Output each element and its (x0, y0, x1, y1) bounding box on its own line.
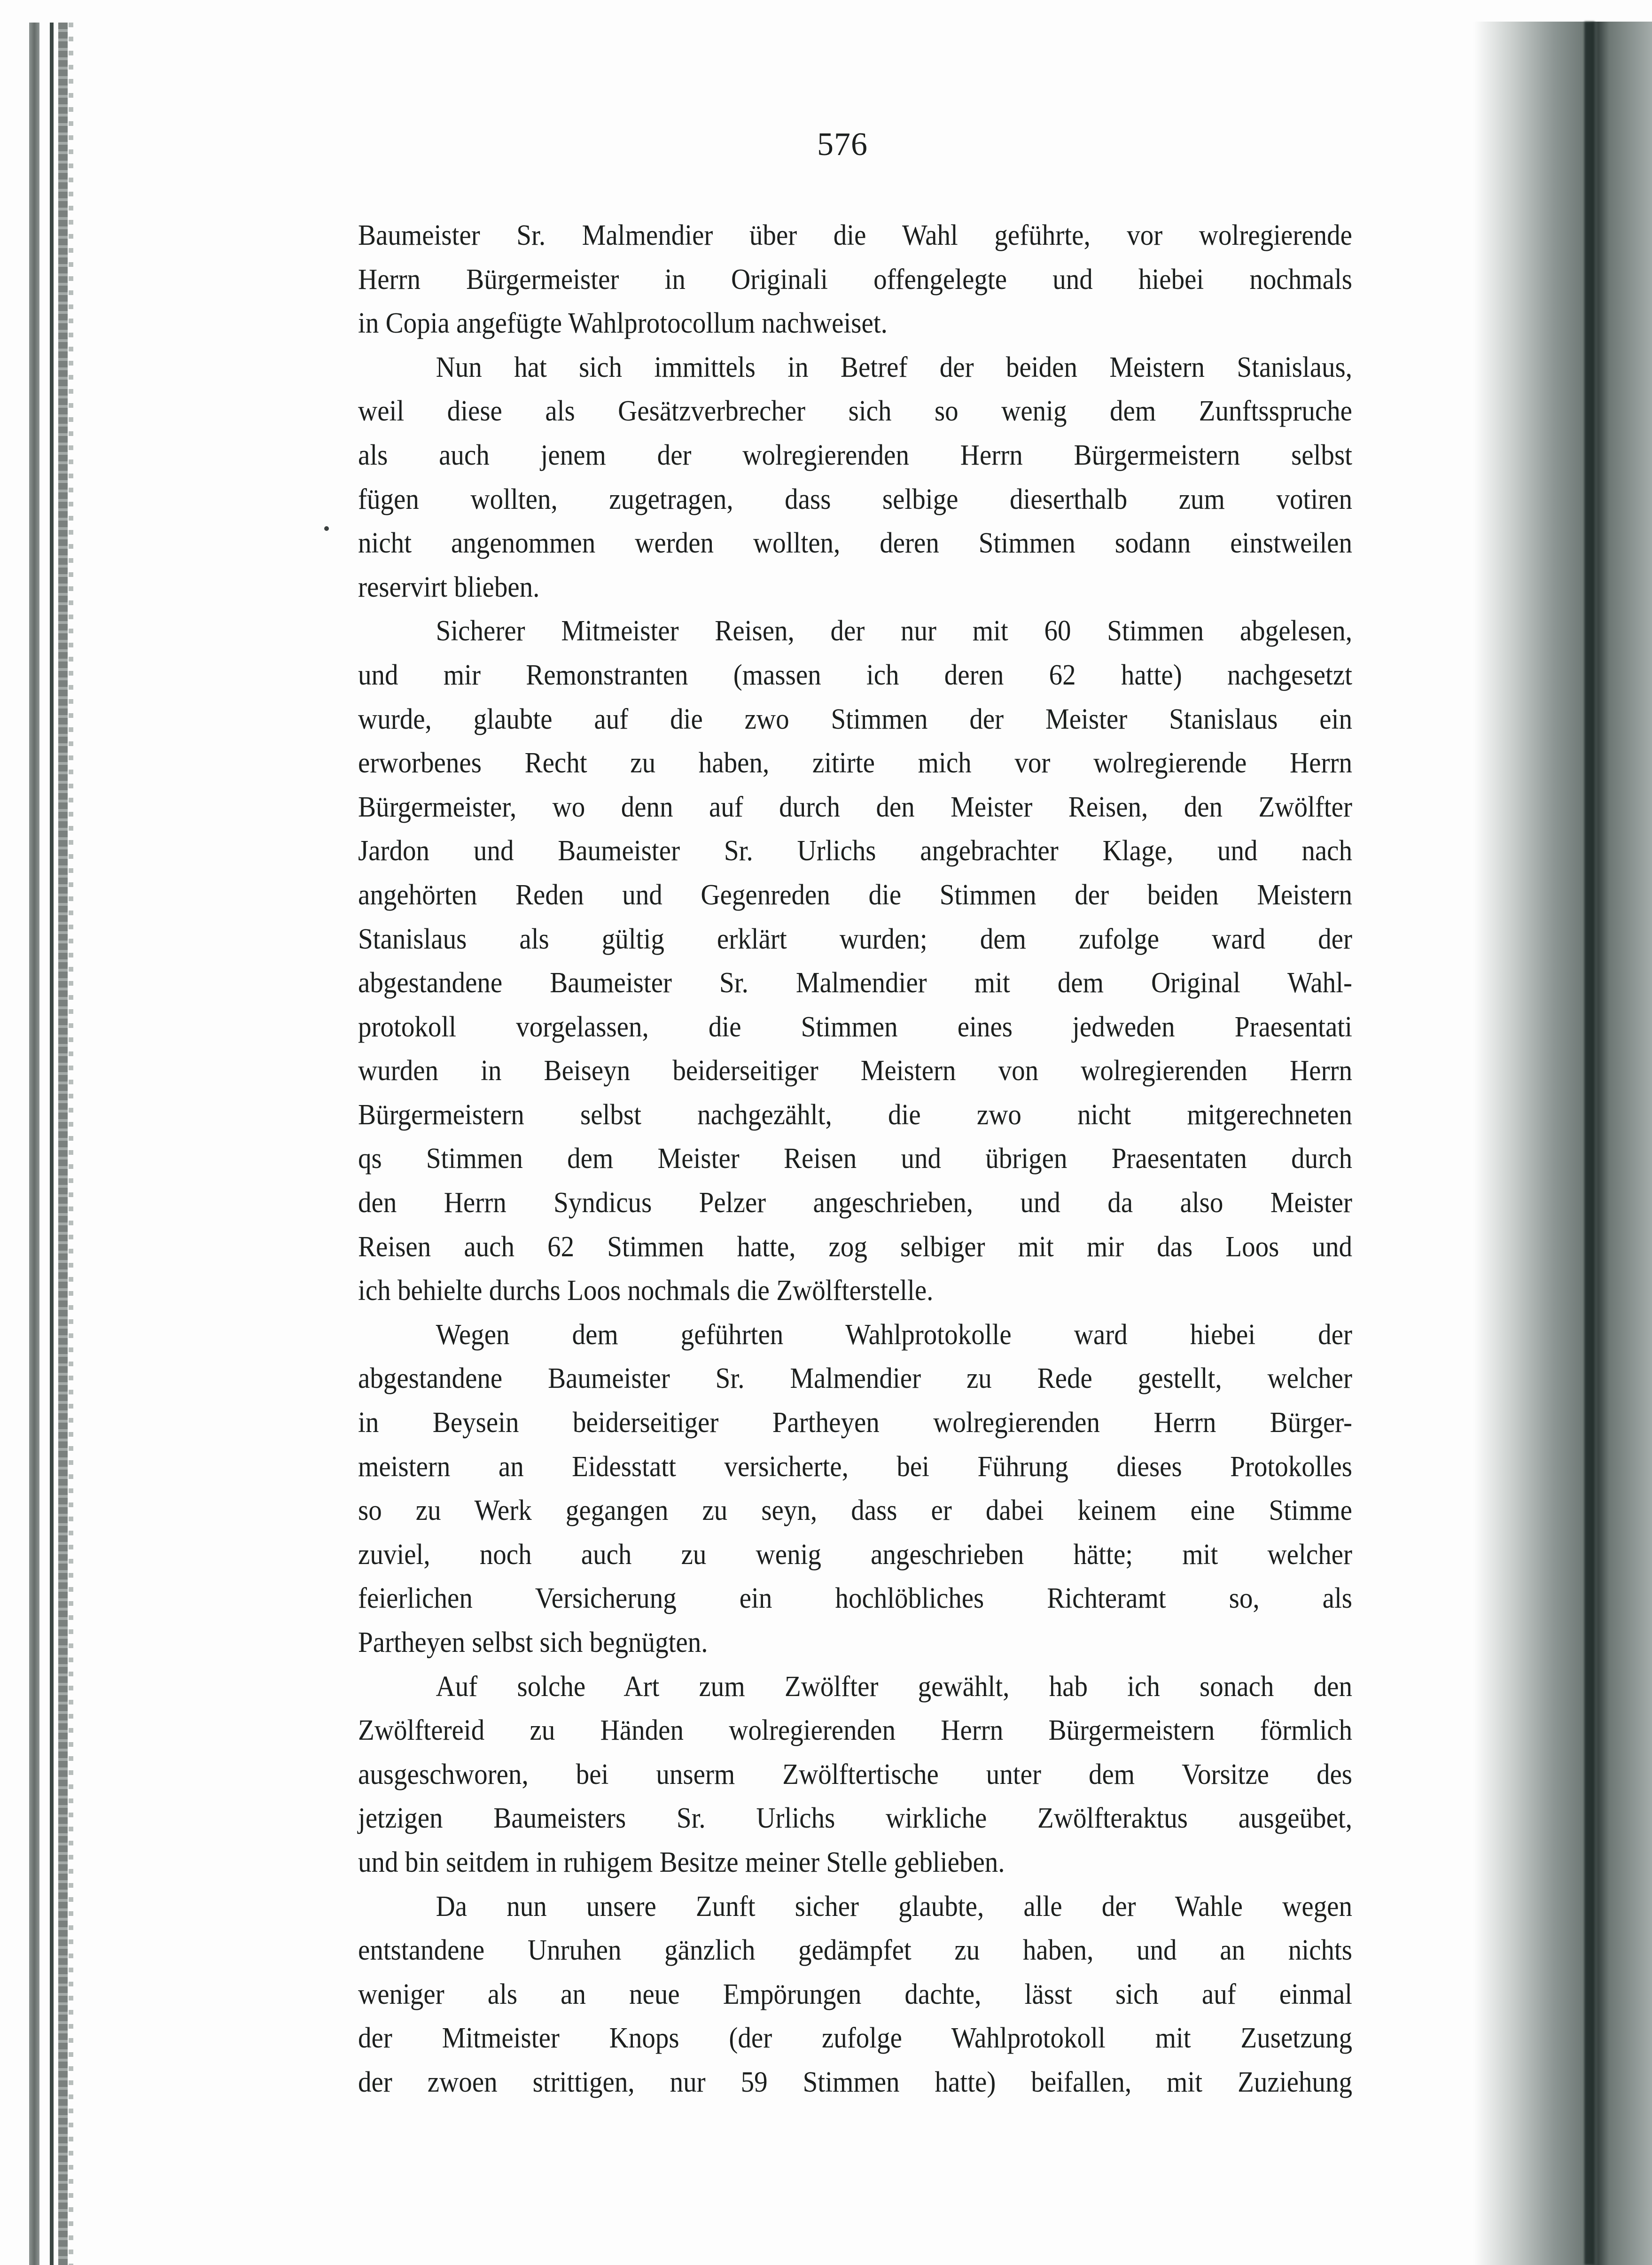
text-line: erworbenes Recht zu haben, zitirte mich vor wolregierende Herrn (358, 747, 1352, 779)
body-text (358, 214, 1352, 2105)
text-line: Bürgermeistern selbst nachgezählt, die zwo nicht mitgerechneten (358, 1098, 1352, 1131)
binding-shadow (29, 23, 39, 2265)
text-line: weniger als an neue Empörungen dachte, lässt sich auf einmal (358, 1978, 1352, 2010)
paragraph (358, 1665, 1352, 1885)
text-line: der zwoen strittigen, nur 59 Stimmen hatte) beifallen, mit Zuziehung (358, 2066, 1352, 2098)
text-line: Wegen dem geführten Wahlprotokolle ward hiebei der (436, 1318, 1352, 1351)
text-line: ausgeschworen, bei unserm Zwölftertische unter dem Vorsitze des (358, 1758, 1352, 1790)
text-line: Da nun unsere Zunft sicher glaubte, alle der Wahle wegen (436, 1890, 1352, 1923)
text-line: abgestandene Baumeister Sr. Malmendier zu Rede gestellt, welcher (358, 1362, 1352, 1395)
text-line: jetzigen Baumeisters Sr. Urlichs wirkliche Zwölfteraktus ausgeübet, (358, 1802, 1352, 1835)
text-line: qs Stimmen dem Meister Reisen und übrigen Praesentaten durch (358, 1143, 1352, 1175)
paragraph (358, 346, 1352, 610)
left-binding-edge (29, 23, 76, 2265)
text-line: wurden in Beiseyn beiderseitiger Meistern von wolregierenden Herrn (358, 1055, 1352, 1087)
text-line: Partheyen selbst sich begnügten. (358, 1627, 708, 1658)
text-line: abgestandene Baumeister Sr. Malmendier mit dem Original Wahl- (358, 967, 1352, 999)
binding-page-edges (58, 23, 68, 2265)
text-line: zuviel, noch auch zu wenig angeschrieben hätte; mit welcher (358, 1538, 1352, 1571)
book-spine-fold (1584, 22, 1595, 2265)
paragraph (358, 609, 1352, 1313)
text-line: protokoll vorgelassen, die Stimmen eines jedweden Praesentati (358, 1011, 1352, 1043)
text-line: Stanislaus als gültig erklärt wurden; dem zufolge ward der (358, 923, 1352, 955)
text-line: meistern an Eidesstatt versicherte, bei Führung dieses Protokolles (358, 1450, 1352, 1483)
text-line: Sicherer Mitmeister Reisen, der nur mit 60 Stimmen abgelesen, (436, 615, 1352, 647)
text-line: wurde, glaubte auf die zwo Stimmen der Meister Stanislaus ein (358, 703, 1352, 735)
text-line: Nun hat sich immittels in Betref der beiden Meistern Stanislaus, (436, 351, 1352, 383)
text-line: fügen wollten, zugetragen, dass selbige dieserthalb zum votiren (358, 483, 1352, 515)
text-line: der Mitmeister Knops (der zufolge Wahlprotokoll mit Zusetzung (358, 2022, 1352, 2055)
text-line: entstandene Unruhen gänzlich gedämpfet zu haben, und an nichts (358, 1934, 1352, 1967)
text-line: als auch jenem der wolregierenden Herrn Bürgermeistern selbst (358, 439, 1352, 471)
text-line: angehörten Reden und Gegenreden die Stimmen der beiden Meistern (358, 879, 1352, 911)
text-line: feierlichen Versicherung ein hochlöbliches Richteramt so, als (358, 1582, 1352, 1615)
text-line: Baumeister Sr. Malmendier über die Wahl geführte, vor wolregierende (358, 219, 1352, 251)
right-gutter-shadow (1473, 22, 1652, 2265)
page-number: 576 (817, 126, 868, 163)
text-line: Jardon und Baumeister Sr. Urlichs angebrachter Klage, und nach (358, 835, 1352, 867)
text-line: so zu Werk gegangen zu seyn, dass er dabei keinem eine Stimme (358, 1494, 1352, 1527)
paragraph (358, 214, 1352, 346)
text-line: nicht angenommen werden wollten, deren Stimmen sodann einstweilen (358, 527, 1352, 560)
paragraph (358, 1313, 1352, 1665)
text-line: Zwölftereid zu Händen wolregierenden Herrn Bürgermeistern förmlich (358, 1714, 1352, 1747)
text-line: Bürgermeister, wo denn auf durch den Meister Reisen, den Zwölfter (358, 791, 1352, 823)
text-line: in Copia angefügte Wahlprotocollum nachweiset. (358, 307, 888, 340)
text-line: ich behielte durchs Loos nochmals die Zwölfterstelle. (358, 1275, 934, 1307)
text-line: den Herrn Syndicus Pelzer angeschrieben, und da also Meister (358, 1187, 1352, 1219)
binding-page-edges-light (69, 23, 73, 2265)
binding-line (50, 23, 54, 2265)
text-line: weil diese als Gesätzverbrecher sich so wenig dem Zunftsspruche (358, 395, 1352, 428)
text-line: und mir Remonstranten (massen ich deren 62 hatte) nachgesetzt (358, 659, 1352, 691)
text-line: in Beysein beiderseitiger Partheyen wolregierenden Herrn Bürger- (358, 1407, 1352, 1439)
text-line: Reisen auch 62 Stimmen hatte, zog selbiger mit mir das Loos und (358, 1230, 1352, 1263)
stray-ink-dot (324, 526, 329, 531)
text-line: reservirt blieben. (358, 571, 540, 603)
text-line: und bin seitdem in ruhigem Besitze meiner Stelle geblieben. (358, 1846, 1005, 1878)
paragraph (358, 1885, 1352, 2105)
text-line: Auf solche Art zum Zwölfter gewählt, hab ich sonach den (436, 1670, 1352, 1703)
text-line: Herrn Bürgermeister in Originali offengelegte und hiebei nochmals (358, 263, 1352, 296)
